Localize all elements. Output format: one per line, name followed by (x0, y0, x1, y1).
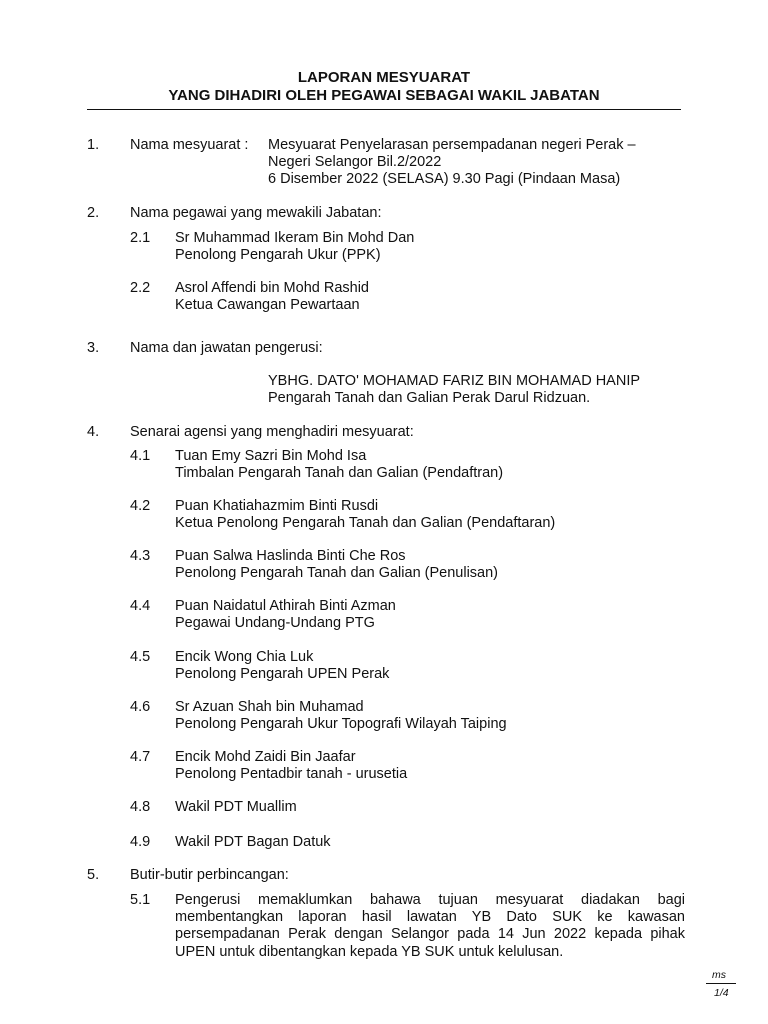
meeting-name-label: Nama mesyuarat : (130, 137, 249, 153)
attendee-name: Sr Azuan Shah bin Muhamad (175, 699, 364, 715)
paragraph-line: UPEN untuk dibentangkan kepada YB SUK untuk kelulusan. (175, 943, 564, 960)
section-number: 4. (87, 424, 100, 440)
chairman-label: Nama dan jawatan pengerusi: (130, 340, 323, 356)
page-mark-divider (706, 983, 736, 984)
attendee-title: Penolong Pengarah UPEN Perak (175, 666, 390, 682)
attendee-title: Penolong Pengarah Ukur Topografi Wilayah Taiping (175, 716, 507, 732)
item-number: 4.4 (130, 598, 151, 614)
item-number: 4.7 (130, 749, 151, 765)
document-subtitle: YANG DIHADIRI OLEH PEGAWAI SEBAGAI WAKIL JABATAN (168, 87, 600, 104)
item-number: 2.1 (130, 230, 151, 246)
attendee-name: Encik Wong Chia Luk (175, 649, 314, 665)
attendee-title: Pegawai Undang-Undang PTG (175, 615, 375, 631)
officer-name: Asrol Affendi bin Mohd Rashid (175, 280, 369, 296)
item-number: 4.1 (130, 448, 151, 464)
item-number: 4.3 (130, 548, 151, 564)
attendee-title: Ketua Penolong Pengarah Tanah dan Galian (Pendaftaran) (175, 515, 556, 531)
attendee-name: Tuan Emy Sazri Bin Mohd Isa (175, 448, 367, 464)
officer-title: Penolong Pengarah Ukur (PPK) (175, 247, 381, 263)
item-number: 2.2 (130, 280, 151, 296)
discussion-paragraph (175, 892, 685, 961)
attendee-title: Penolong Pentadbir tanah - urusetia (175, 766, 408, 782)
attendee-name: Puan Naidatul Athirah Binti Azman (175, 598, 396, 614)
section-number: 2. (87, 205, 100, 221)
attendee-name: Wakil PDT Bagan Datuk (175, 834, 331, 850)
attendee-name: Wakil PDT Muallim (175, 799, 297, 815)
item-number: 4.2 (130, 498, 151, 514)
discussion-label: Butir-butir perbincangan: (130, 867, 289, 883)
section-number: 3. (87, 340, 100, 356)
item-number: 4.5 (130, 649, 151, 665)
meeting-date-line: 6 Disember 2022 (SELASA) 9.30 Pagi (Pindaan Masa) (268, 171, 621, 187)
attendee-name: Puan Khatiahazmim Binti Rusdi (175, 498, 379, 514)
section-number: 1. (87, 137, 100, 153)
meeting-name-line: Mesyuarat Penyelarasan persempadanan negeri Perak – (268, 137, 636, 153)
item-number: 4.9 (130, 834, 151, 850)
section-number: 5. (87, 867, 100, 883)
meeting-name-line: Negeri Selangor Bil.2/2022 (268, 154, 442, 170)
chairman-title: Pengarah Tanah dan Galian Perak Darul Ridzuan. (268, 390, 591, 406)
item-number: 4.6 (130, 699, 151, 715)
agencies-label: Senarai agensi yang menghadiri mesyuarat: (130, 424, 414, 440)
attendee-name: Encik Mohd Zaidi Bin Jaafar (175, 749, 356, 765)
item-number: 5.1 (130, 892, 151, 908)
page-number: 1/4 (714, 987, 729, 999)
title-underline (87, 109, 681, 110)
attendee-title: Penolong Pengarah Tanah dan Galian (Penulisan) (175, 565, 499, 581)
officer-name: Sr Muhammad Ikeram Bin Mohd Dan (175, 230, 415, 246)
officers-label: Nama pegawai yang mewakili Jabatan: (130, 205, 382, 221)
paragraph-line: persempadanan Perak dengan Selangor pada 14 Jun 2022 kepada pihak (175, 926, 685, 943)
document-title: LAPORAN MESYUARAT (297, 69, 471, 86)
officer-title: Ketua Cawangan Pewartaan (175, 297, 360, 313)
attendee-name: Puan Salwa Haslinda Binti Che Ros (175, 548, 406, 564)
item-number: 4.8 (130, 799, 151, 815)
initials-mark: ms (712, 969, 726, 981)
paragraph-line: membentangkan laporan hasil lawatan YB Dato SUK ke kawasan (175, 909, 685, 926)
chairman-name: YBHG. DATO' MOHAMAD FARIZ BIN MOHAMAD HANIP (268, 373, 641, 389)
attendee-title: Timbalan Pengarah Tanah dan Galian (Pendaftran) (175, 465, 504, 481)
paragraph-line: Pengerusi memaklumkan bahawa tujuan mesyuarat diadakan bagi (175, 892, 685, 908)
